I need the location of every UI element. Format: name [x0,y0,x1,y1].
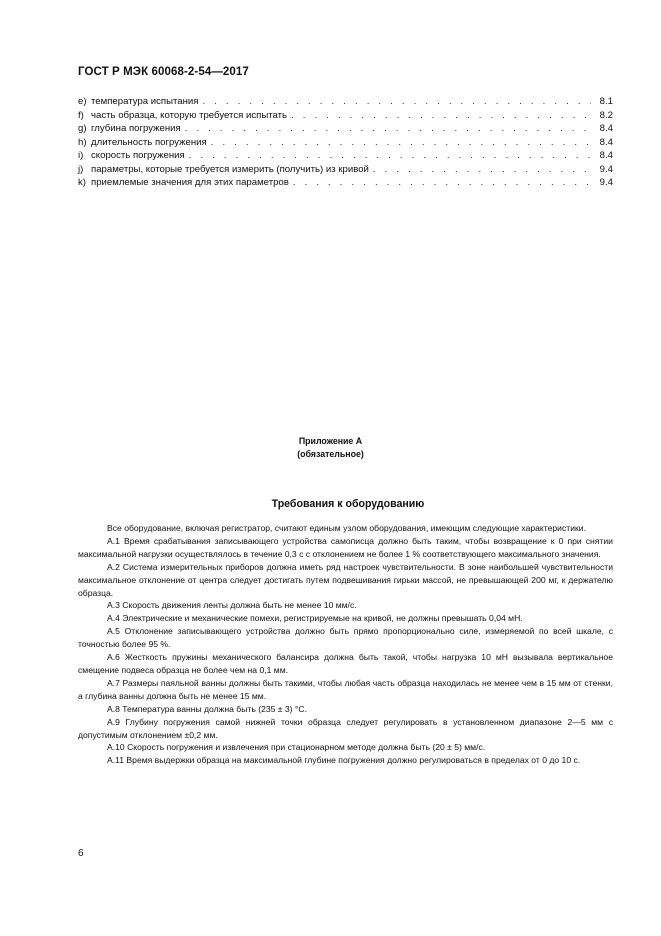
leader-dots [291,109,591,123]
appendix-subtitle: (обязательное) [297,449,364,459]
paragraph: А.3 Скорость движения ленты должна быть не менее 10 мм/с. [107,600,357,611]
toc-letter: e) [78,96,87,107]
toc-ref: 8.4 [599,123,613,134]
toc-row [78,109,613,123]
paragraph: А.4 Электрические и механические помехи, регистрируемые на кривой, не должны превышать 0,04 мН. [107,613,523,624]
toc-row [78,176,613,190]
toc-ref: 8.2 [599,109,613,121]
toc-letter: f) [78,109,84,121]
paragraph: А.7 Размеры паяльной ванны должны быть такими, чтобы любая часть образца находилась не менее чем в 15 мм от стенки, а глубина ванны должна быть не менее 15 мм. [78,677,613,701]
toc-letter: k) [78,177,86,188]
paragraph: А.1 Время срабатывания записывающего устройства самописца должно быть таким, чтобы возвращение к 0 при снятии максимальной нагрузки осуществлялось в течение 0,3 с с отклонением не более 1 % соответствующего максимального значения. [78,535,613,559]
toc-text: часть образца, которую требуется испытать [91,109,288,121]
test-parameters-list [78,95,613,190]
paragraph: А.5 Отклонение записывающего устройства должно быть прямо пропорционально силе, измеряемой по всей шкале, с точностью более 95 %. [78,626,613,650]
toc-text: глубина погружения [91,123,181,134]
toc-row [78,136,613,150]
appendix-title: Приложение А [298,436,363,446]
leader-dots [211,136,591,150]
paragraph: Все оборудование, включая регистратор, считают единым узлом оборудования, имеющим следующие характеристики. [107,523,586,533]
requirements-body [78,522,613,767]
toc-row [78,95,613,109]
leader-dots [189,149,591,163]
toc-text: температура испытания [91,96,199,107]
leader-dots [293,176,591,190]
toc-row [78,149,613,163]
paragraph: А.11 Время выдержки образца на максимальной глубине погружения должно регулироваться в пределах от 0 до 10 с. [107,755,581,766]
toc-letter: i) [78,150,84,161]
toc-letter: g) [78,123,87,134]
page-number: 6 [78,848,84,859]
toc-ref: 9.4 [599,177,613,188]
leader-dots [185,122,591,136]
toc-text: приемлемые значения для этих параметров [91,177,289,188]
toc-ref: 8.4 [599,150,613,161]
toc-letter: j) [78,163,84,175]
paragraph: А.10 Скорость погружения и извлечения при стационарном методе должна быть (20 ± 5) мм/с. [107,742,486,753]
toc-ref: 8.4 [599,136,613,148]
paragraph: А.9 Глубину погружения самой нижней точки образца следует регулировать в установленном диапазоне 2—5 мм с допустимым отклонением ±0,2 мм. [78,716,613,740]
leader-dots [373,163,591,177]
toc-row [78,122,613,136]
paragraph: А.8 Температура ванны должна быть (235 ± 3) °С. [107,703,307,714]
document-header: ГОСТ Р МЭК 60068-2-54—2017 [78,66,249,78]
toc-text: длительность погружения [91,136,207,148]
paragraph: А.6 Жесткость пружины механического балансира должна быть такой, чтобы нагрузка 10 мН вызывала вертикальное смещение подвеса образца не более чем на 0,1 мм. [78,652,613,675]
toc-letter: h) [78,136,87,148]
toc-row [78,163,613,177]
toc-ref: 8.1 [599,96,613,107]
section-title: Требования к оборудованию [271,498,425,510]
toc-ref: 9.4 [599,163,613,175]
toc-text: скорость погружения [91,150,185,161]
toc-text: параметры, которые требуется измерить (получить) из кривой [91,163,369,175]
paragraph: А.2 Система измерительных приборов должна иметь ряд настроек чувствительности. В зоне наибольшей чувствительности максимальное отклонение от центра следует достигать путем подвешивания гирьки массой, не превышающей 200 мг, к держателю образца. [78,561,613,598]
leader-dots [202,95,591,109]
